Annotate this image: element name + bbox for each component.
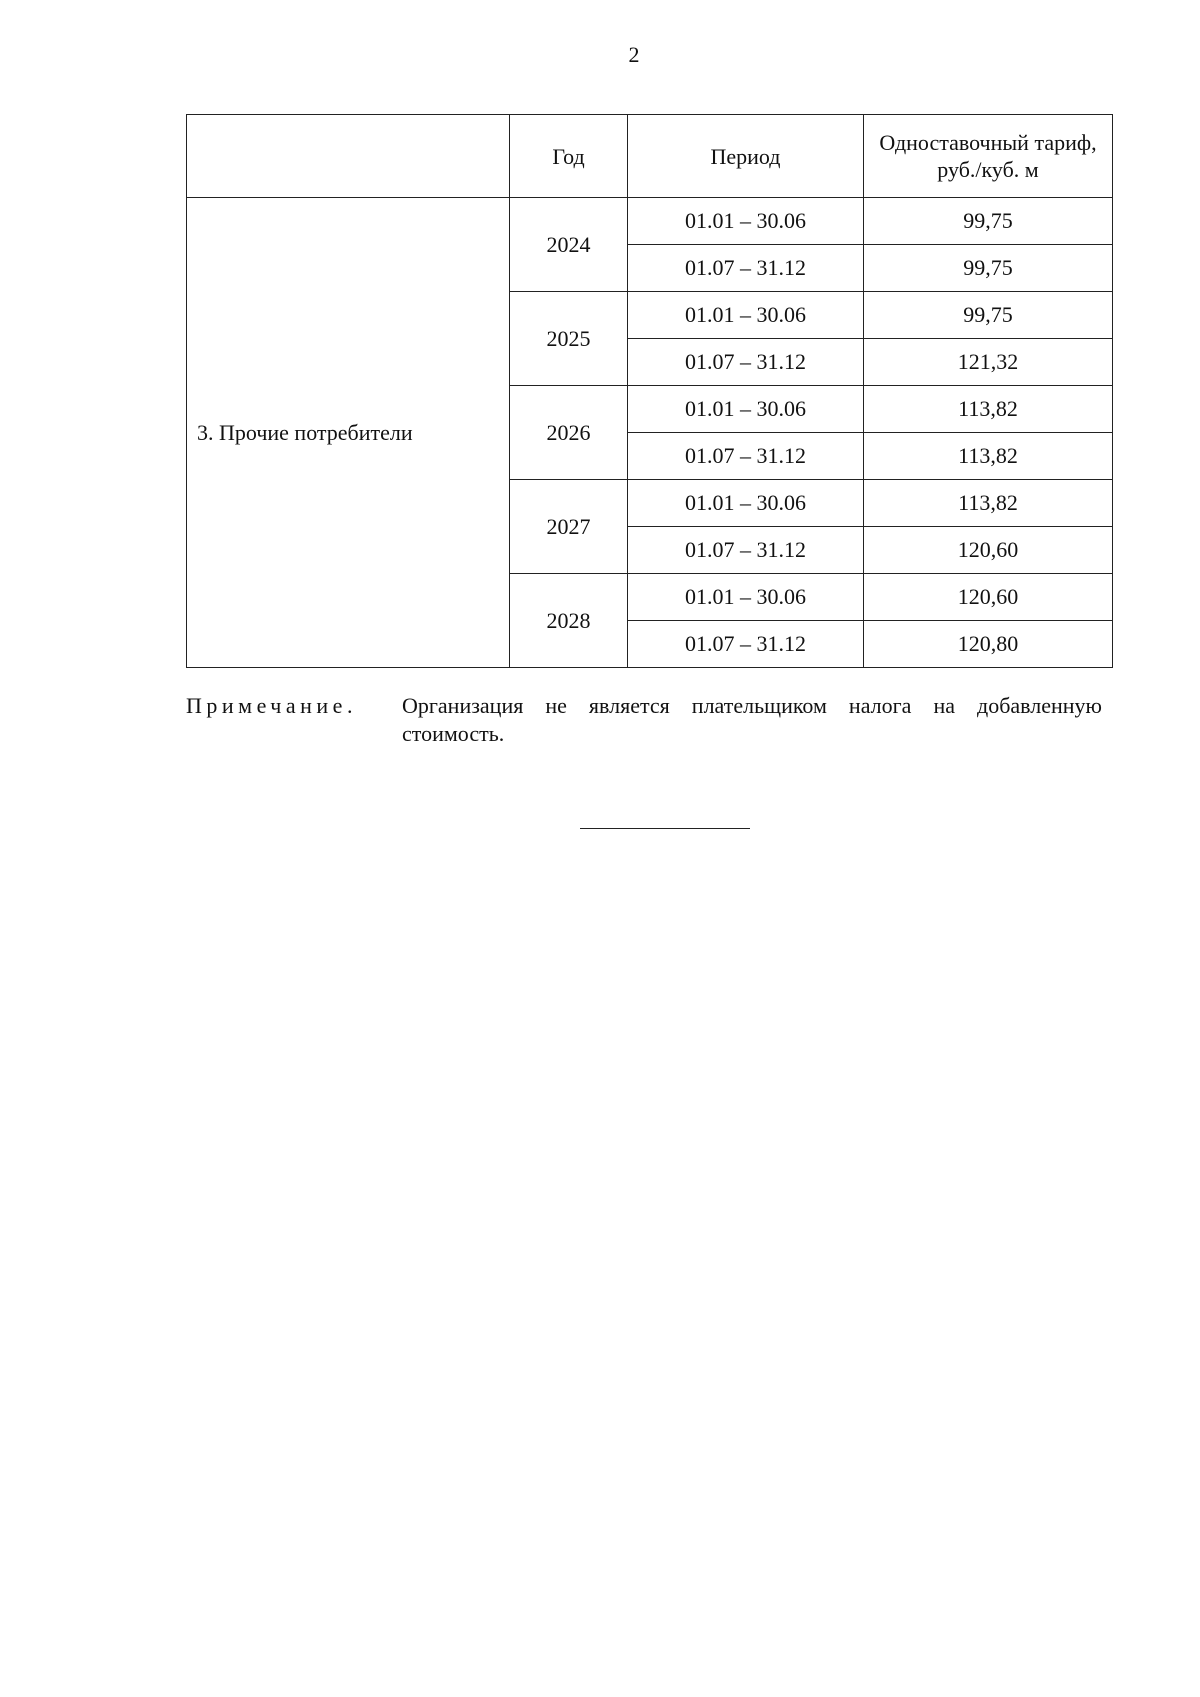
note-text: Организация не является плательщиком налога на добавленную стоимость. — [402, 693, 1102, 746]
table-header-row — [187, 115, 1113, 198]
consumer-category-cell: 3. Прочие потребители — [187, 198, 510, 668]
year-cell: 2025 — [510, 292, 628, 386]
tariff-cell: 113,82 — [864, 386, 1113, 433]
year-cell: 2024 — [510, 198, 628, 292]
header-tariff: Одноставочный тариф, руб./куб. м — [864, 115, 1113, 198]
header-consumer — [187, 115, 510, 198]
tariff-cell: 113,82 — [864, 480, 1113, 527]
note-label: Примечание. — [186, 693, 357, 718]
header-period: Период — [628, 115, 864, 198]
tariff-cell: 113,82 — [864, 433, 1113, 480]
tariff-cell: 99,75 — [864, 245, 1113, 292]
period-cell: 01.07 – 31.12 — [628, 433, 864, 480]
tariff-table — [186, 114, 1113, 668]
header-year: Год — [510, 115, 628, 198]
period-cell: 01.07 – 31.12 — [628, 527, 864, 574]
period-cell: 01.01 – 30.06 — [628, 292, 864, 339]
tariff-cell: 120,80 — [864, 621, 1113, 668]
tariff-cell: 99,75 — [864, 198, 1113, 245]
period-cell: 01.01 – 30.06 — [628, 480, 864, 527]
year-cell: 2028 — [510, 574, 628, 668]
period-cell: 01.07 – 31.12 — [628, 339, 864, 386]
end-separator-line — [580, 828, 750, 829]
table-row — [187, 198, 1113, 245]
tariff-cell: 120,60 — [864, 527, 1113, 574]
tariff-cell: 99,75 — [864, 292, 1113, 339]
tariff-cell: 121,32 — [864, 339, 1113, 386]
period-cell: 01.01 – 30.06 — [628, 386, 864, 433]
period-cell: 01.01 – 30.06 — [628, 574, 864, 621]
page-number: 2 — [628, 42, 640, 67]
year-cell: 2027 — [510, 480, 628, 574]
year-cell: 2026 — [510, 386, 628, 480]
note — [186, 692, 1102, 748]
tariff-cell: 120,60 — [864, 574, 1113, 621]
period-cell: 01.07 – 31.12 — [628, 245, 864, 292]
period-cell: 01.01 – 30.06 — [628, 198, 864, 245]
period-cell: 01.07 – 31.12 — [628, 621, 864, 668]
